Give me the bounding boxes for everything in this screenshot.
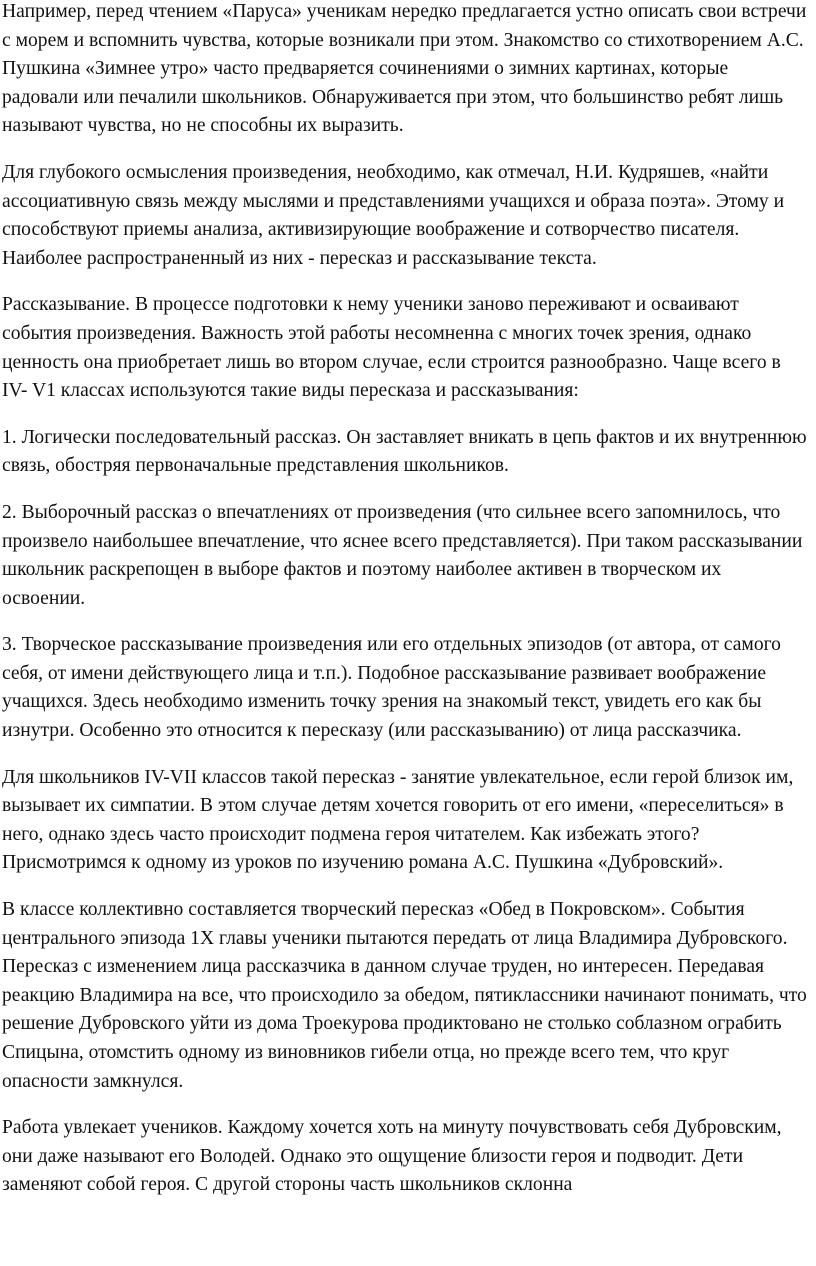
paragraph-4: 1. Логически последовательный рассказ. Он заставляет вникать в цепь фактов и их внутреннюю связь, обостряя первоначальные представления школьников.: [2, 426, 807, 477]
paragraph-7: Для школьников IV-VII классов такой пересказ - занятие увлекательное, если герой близок им, вызывает их симпатии. В этом случае детям хочется говорить от его имени, «переселиться» в него, однако здесь часто происходит подмена героя читателем. Как избежать этого? Присмотримся к одному из уроков по изучению романа А.С. Пушкина «Дубровский».: [2, 766, 794, 874]
paragraph-8: В классе коллективно составляется творческий пересказ «Обед в Покровском». События центрального эпизода 1Х главы ученики пытаются передать от лица Владимира Дубровского. Пересказ с изменением лица рассказчика в данном случае труден, но интересен. Передавая реакцию Владимира на все, что происходило за обедом, пятиклассники начинают понимать, что решение Дубровского уйти из дома Троекурова продиктовано не столько соблазном ограбить Спицына, отомстить одному из виновников гибели отца, но прежде всего тем, что круг опасности замкнулся.: [2, 899, 807, 1092]
paragraph-2: Для глубокого осмысления произведения, необходимо, как отмечал, Н.И. Кудряшев, «найти ассоциативную связь между мыслями и представлениями учащихся и образа поэта». Этому и способствуют приемы анализа, активизирующие воображение и сотворчество писателя. Наиболее распространенный из них - пересказ и рассказывание текста.: [2, 161, 785, 269]
paragraph-6: 3. Творческое рассказывание произведения или его отдельных эпизодов (от автора, от самого себя, от имени действующего лица и т.п.). Подобное рассказывание развивает воображение учащихся. Здесь необходимо изменить точку зрения на знакомый текст, увидеть его как бы изнутри. Особенно это относится к пересказу (или рассказыванию) от лица рассказчика.: [2, 634, 781, 742]
paragraph-9: Работа увлекает учеников. Каждому хочется хоть на минуту почувствовать себя Дубровским, они даже называют его Володей. Однако это ощущение близости героя и подводит. Дети заменяют собой героя. С другой стороны часть школьников склонна: [2, 1117, 782, 1196]
paragraph-1: Например, перед чтением «Паруса» ученикам нередко предлагается устно описать свои встречи с морем и вспомнить чувства, которые возникали при этом. Знакомство со стихотворением А.С. Пушкина «Зимнее утро» часто предваряется сочинениями о зимних картинах, которые радовали или печалили школьников. Обнаруживается при этом, что большинство ребят лишь называют чувства, но не способны их выразить.: [2, 1, 807, 137]
paragraph-3: Рассказывание. В процессе подготовки к нему ученики заново переживают и осваивают события произведения. Важность этой работы несомненна с многих точек зрения, однако ценность она приобретает лишь во втором случае, если строится разнообразно. Чаще всего в IV- V1 классах используются такие виды пересказа и рассказывания:: [2, 294, 781, 402]
paragraph-5: 2. Выборочный рассказ о впечатлениях от произведения (что сильнее всего запомнилось, что произвело наибольшее впечатление, что яснее всего представляется). При таком рассказывании школьник раскрепощен в выборе фактов и поэтому наиболее активен в творческом их освоении.: [2, 501, 803, 609]
